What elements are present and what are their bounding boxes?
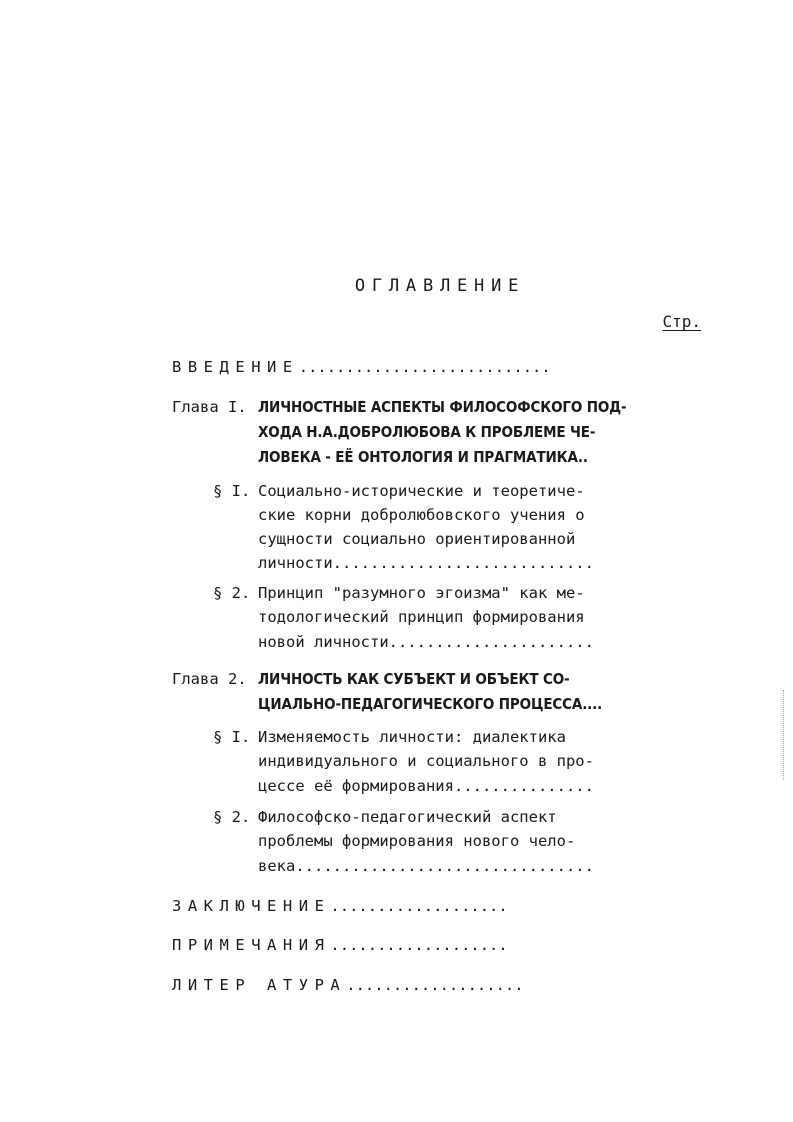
page-column-label: Стр. [662,312,701,331]
section-title-line: ские корни добролюбовского учения о [258,506,585,524]
scan-edge-mark [783,690,787,780]
section-title-line: индивидуального и социального в про- [258,752,594,770]
toc-entry-label: ЛИТЕР АТУРА [172,976,347,994]
toc-leader-dots: ........................... [298,358,551,376]
section-title-line: Изменяемость личности: диалектика [258,728,566,746]
section-title-line: новой личности...................... [258,633,594,651]
chapter-title-line: ЛИЧНОСТНЫЕ АСПЕКТЫ ФИЛОСОФСКОГО ПОД- [258,398,627,416]
section-title-line: Социально-исторические и теоретиче- [258,482,585,500]
section-title-line: личности............................ [258,554,594,572]
chapter-title-line: ЦИАЛЬНО-ПЕДАГОГИЧЕСКОГО ПРОЦЕССА.... [258,695,603,713]
chapter-prefix: Глава 2. [172,670,247,688]
section-prefix: § 2. [213,584,251,602]
toc-leader-dots: ................... [330,936,508,954]
toc-leader-dots: ................... [330,897,508,915]
section-prefix: § 2. [213,808,251,826]
page-title: ОГЛАВЛЕНИЕ [354,276,526,296]
section-title-line: цессе её формирования............... [258,777,594,795]
section-title-line: тодологический принцип формирования [258,608,585,626]
section-title-line: века................................ [258,857,594,875]
toc-entry-label: ЗАКЛЮЧЕНИЕ [172,897,331,915]
section-title-line: Философско-педагогический аспект [258,808,557,826]
section-prefix: § I. [213,482,251,500]
section-title-line: сущности социально ориентированной [258,530,576,548]
section-title-line: проблемы формирования нового чело- [258,832,576,850]
toc-leader-dots: ................... [346,976,524,994]
toc-entry-label: ВВЕДЕНИЕ [172,358,299,376]
chapter-title-line: ЛОВЕКА - ЕЁ ОНТОЛОГИЯ И ПРАГМАТИКА.. [258,448,588,466]
section-prefix: § I. [213,728,251,746]
chapter-title-line: ХОДА Н.А.ДОБРОЛЮБОВА К ПРОБЛЕМЕ ЧЕ- [258,423,596,441]
chapter-prefix: Глава I. [172,398,247,416]
section-title-line: Принцип "разумного эгоизма" как ме- [258,584,585,602]
toc-entry-label: ПРИМЕЧАНИЯ [172,936,331,954]
chapter-title-line: ЛИЧНОСТЬ КАК СУБЪЕКТ И ОБЪЕКТ СО- [258,670,570,688]
